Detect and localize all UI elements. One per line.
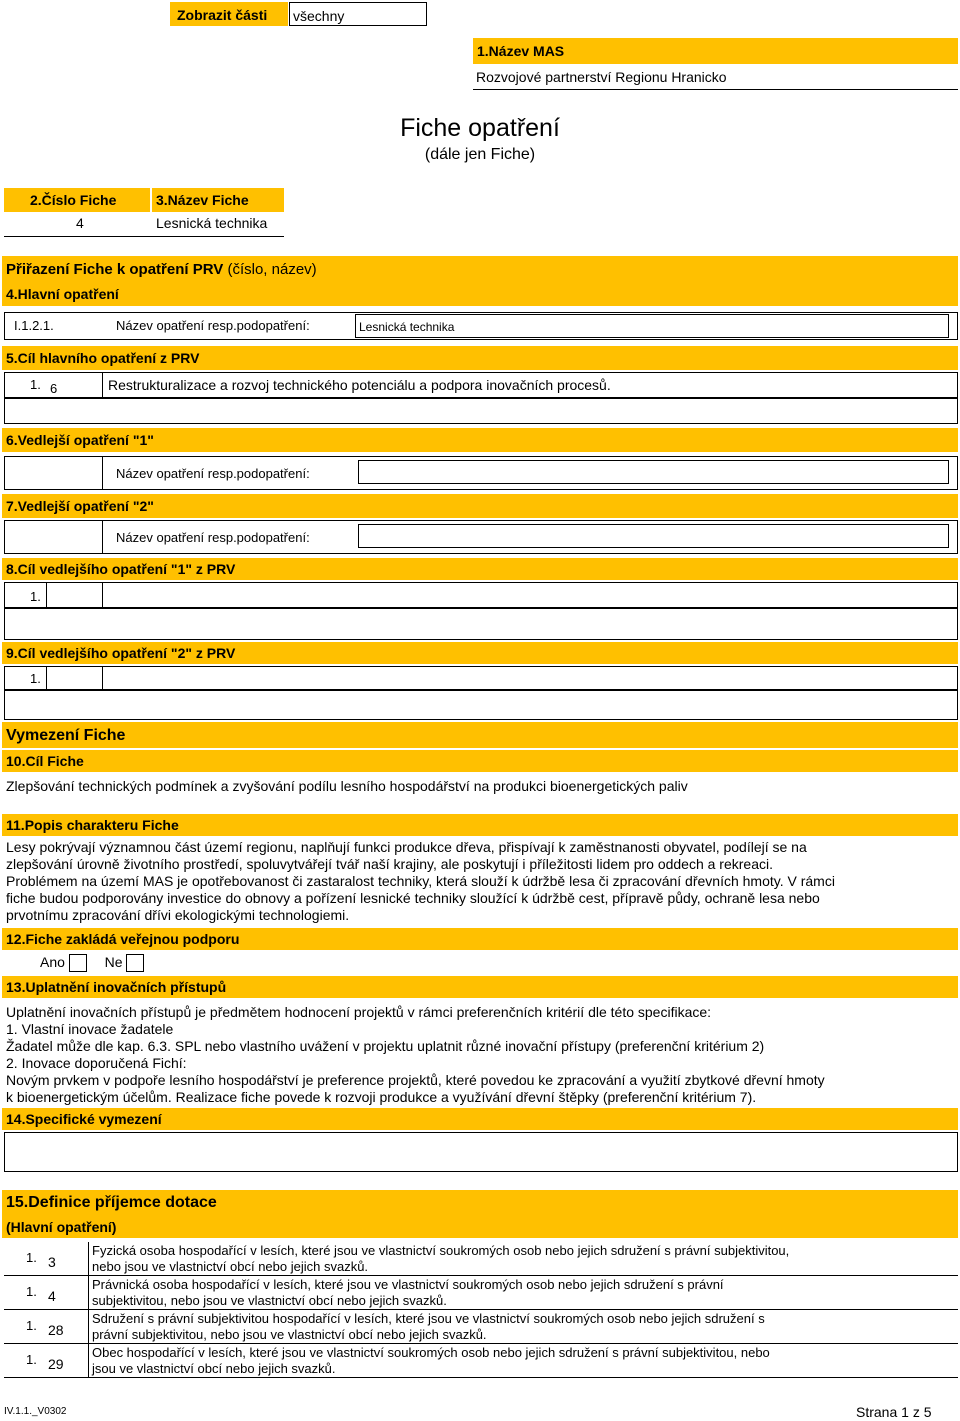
main-goal-extra-space (4, 398, 958, 424)
fiche-underline (4, 236, 284, 237)
public-support-yes-label: Ano (40, 954, 65, 970)
main-goal-divider (102, 372, 103, 398)
main-goal-num: 1. (30, 377, 41, 392)
side2-label: 7.Vedlejší opatření "2" (2, 494, 958, 518)
beneficiary-num: 1. (26, 1284, 37, 1299)
assign-title-suffix: (číslo, název) (227, 261, 317, 278)
side-goal1-label: 8.Cíl vedlejšího opatření "1" z PRV (2, 558, 958, 580)
footer-code: IV.1.1._V0302 (4, 1406, 67, 1417)
footer-page: Strana 1 z 5 (856, 1404, 932, 1420)
public-support-options (40, 954, 144, 972)
description-line: zlepšování úrovně životního prostředí, spoluvytvářejí tvář naší krajiny, ale poskytují i příležitosti lidem pro oddech a rekreaci. (6, 856, 773, 872)
goal-text: Zlepšování technických podmínek a zvyšování podílu lesního hospodářství na produkci bioenergetických paliv (6, 778, 688, 794)
innovation-line: Novým prvkem v podpoře lesního hospodářství je preference projektů, které povedou ke zpracování a využití zbytkové dřevní hmoty (6, 1072, 825, 1088)
beneficiary-title: 15.Definice příjemce dotace (2, 1190, 958, 1216)
beneficiary-row (4, 1310, 958, 1344)
side2-divider (102, 520, 103, 554)
beneficiary-code: 28 (48, 1322, 64, 1338)
innovation-line: Žadatel může dle kap. 6.3. SPL nebo vlastního uvážení v projektu uplatnit různé inovační přístupy (preferenční kritérium 2) (6, 1038, 765, 1054)
main-goal-label: 5.Cíl hlavního opatření z PRV (2, 346, 958, 370)
goal-label: 10.Cíl Fiche (2, 750, 958, 772)
innovation-label: 13.Uplatnění inovačních přístupů (2, 976, 958, 998)
innovation-line: 1. Vlastní inovace žadatele (6, 1021, 174, 1037)
specific-field[interactable] (4, 1132, 958, 1172)
beneficiary-text-line1: Obec hospodařící v lesích, které jsou ve vlastnictví soukromých osob nebo jejich sdružení s právní subjektivitou, nebo (92, 1345, 770, 1360)
description-label: 11.Popis charakteru Fiche (2, 814, 958, 836)
beneficiary-column-divider (88, 1242, 89, 1378)
show-parts-select[interactable]: všechny (289, 2, 427, 26)
assign-bar (2, 256, 958, 282)
side-goal2-label: 9.Cíl vedlejšího opatření "2" z PRV (2, 642, 958, 664)
description-line: Lesy pokrývají významnou část území regionu, naplňují funkci produkce dřeva, přispívají k zaměstnanosti obyvatel, podílejí se na (6, 839, 807, 855)
beneficiary-row (4, 1344, 958, 1378)
side-goal1-row (4, 582, 958, 608)
side-goal2-num: 1. (30, 671, 41, 686)
fiche-name-label: 3.Název Fiche (152, 188, 284, 212)
public-support-yes-checkbox[interactable] (69, 954, 87, 972)
beneficiary-text-line1: Právnická osoba hospodařící v lesích, které jsou ve vlastnictví soukromých osob nebo jejich sdružení s právní (92, 1277, 724, 1292)
side2-name-label: Název opatření resp.podopatření: (116, 530, 310, 545)
public-support-no-label: Ne (104, 954, 123, 970)
specific-label: 14.Specifické vymezení (2, 1108, 958, 1130)
beneficiary-text-line2: subjektivitou, nebo jsou ve vlastnictví obcí nebo jejich svazků. (92, 1293, 447, 1308)
main-measure-name-field[interactable]: Lesnická technika (355, 314, 949, 338)
beneficiary-code: 3 (48, 1254, 56, 1270)
beneficiary-code: 4 (48, 1288, 56, 1304)
show-parts-label: Zobrazit části (170, 2, 288, 26)
main-measure-label: 4.Hlavní opatření (2, 282, 958, 306)
side-goal2-row (4, 666, 958, 690)
description-line: fiche budou podporovány investice do obnovy a pořízení lesnické techniky sloužící k údržbě cest, přípravě půdy, ochraně lesa nebo (6, 890, 820, 906)
beneficiary-row (4, 1276, 958, 1310)
description-line: prvotnímu zpracování dřívi ekologickými technologiemi. (6, 907, 350, 923)
beneficiary-code: 29 (48, 1356, 64, 1372)
innovation-line: 2. Inovace doporučená Fichí: (6, 1055, 187, 1071)
beneficiary-text-line1: Fyzická osoba hospodařící v lesích, které jsou ve vlastnictví soukromých osob nebo jejich sdružení s právní subjektivitou, (92, 1243, 790, 1258)
fiche-number-label: 2.Číslo Fiche (4, 188, 150, 212)
beneficiary-subtitle: (Hlavní opatření) (2, 1216, 958, 1238)
side-goal2-extra-space (4, 690, 958, 720)
public-support-no-checkbox[interactable] (126, 954, 144, 972)
beneficiary-num: 1. (26, 1352, 37, 1367)
public-support-label: 12.Fiche zakládá veřejnou podporu (2, 928, 958, 950)
main-goal-text: Restrukturalizace a rozvoj technického potenciálu a podpora inovačních procesů. (108, 377, 611, 393)
beneficiary-text-line2: nebo jsou ve vlastnictví obcí nebo jejich svazků. (92, 1259, 369, 1274)
beneficiary-text-line1: Sdružení s právní subjektivitou hospodařící v lesích, které jsou ve vlastnictví soukromých osob nebo jejich sdružení s (92, 1311, 765, 1326)
side2-name-field[interactable] (358, 524, 949, 548)
scope-title: Vymezení Fiche (2, 722, 958, 748)
page-subtitle: (dále jen Fiche) (424, 146, 536, 163)
beneficiary-num: 1. (26, 1318, 37, 1333)
beneficiary-num: 1. (26, 1250, 37, 1265)
side1-name-label: Název opatření resp.podopatření: (116, 466, 310, 481)
side-goal2-divider (102, 666, 103, 690)
fiche-number: 4 (76, 215, 84, 231)
side1-divider (102, 456, 103, 490)
innovation-line: Uplatnění inovačních přístupů je předmětem hodnocení projektů v rámci preferenčních kritérií dle této specifikace: (6, 1004, 712, 1020)
assign-title: Přiřazení Fiche k opatření PRV (6, 261, 224, 278)
side-goal1-extra-space (4, 608, 958, 640)
side-goal1-divider-left (46, 582, 47, 608)
description-text (6, 839, 956, 924)
innovation-text (6, 1004, 956, 1106)
innovation-line: k bioenergetickým účelům. Realizace fiche povede k rozvoji produkce a využívání dřevní štěpky (preferenční kritérium 7). (6, 1089, 757, 1105)
main-goal-code: 6 (50, 381, 58, 396)
beneficiary-row (4, 1242, 958, 1276)
side1-label: 6.Vedlejší opatření "1" (2, 428, 958, 452)
side-goal1-divider (102, 582, 103, 608)
description-line: Problémem na území MAS je opotřebovanost či zastaralost techniky, která slouží k údržbě lesa či zpracování dřevních hmoty. V rámci (6, 873, 835, 889)
fiche-name: Lesnická technika (156, 215, 268, 231)
side-goal2-divider-left (46, 666, 47, 690)
main-measure-code: I.1.2.1. (14, 318, 54, 333)
beneficiary-text-line2: právní subjektivitou, nebo jsou ve vlastnictví obcí nebo jejich svazků. (92, 1327, 487, 1342)
side-goal1-num: 1. (30, 589, 41, 604)
beneficiary-text-line2: jsou ve vlastnictví obcí nebo jejich svazků. (92, 1361, 336, 1376)
page-title: Fiche opatření (400, 114, 560, 142)
side1-name-field[interactable] (358, 460, 949, 484)
mas-label: 1.Název MAS (473, 38, 958, 64)
main-measure-name-label: Název opatření resp.podopatření: (116, 318, 310, 333)
mas-name: Rozvojové partnerství Regionu Hranicko (473, 64, 958, 90)
